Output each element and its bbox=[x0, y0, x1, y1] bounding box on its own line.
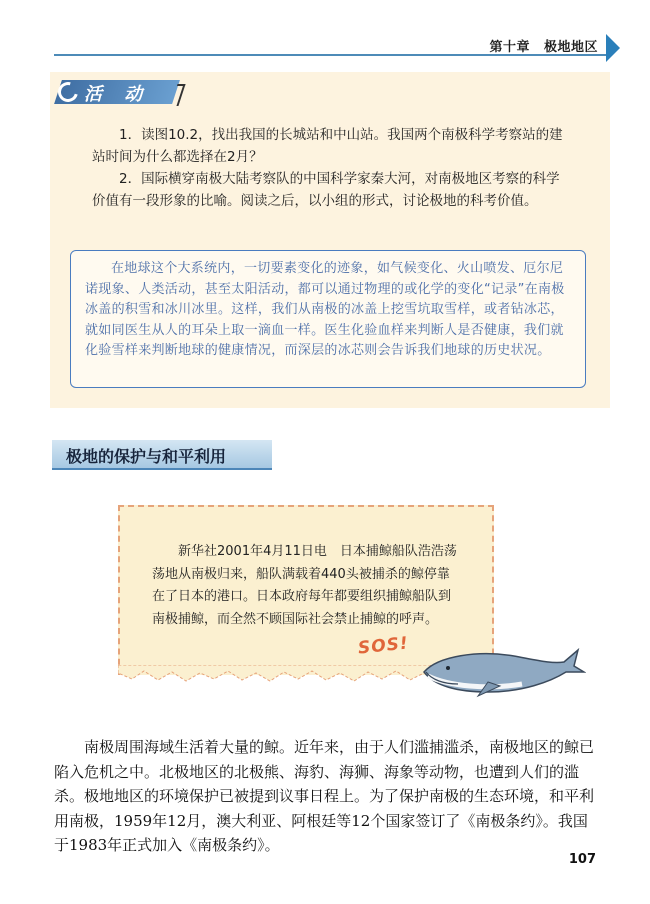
chapter-label: 第十章 bbox=[489, 40, 530, 55]
news-text-block bbox=[152, 541, 462, 631]
header-text bbox=[475, 36, 598, 55]
quote-box bbox=[70, 250, 586, 388]
sos-mark: SOS! bbox=[357, 633, 410, 659]
news-text: 新华社2001年4月11日电 日本捕鲸船队浩浩荡荡地从南极归来，船队满载着440头被捕杀的鲸停靠在了日本的港口。日本政府每年都要组织捕鲸船队到南极捕鲸，而全然不顾国际社会禁止捕鲸的呼声。 bbox=[152, 544, 457, 627]
body-paragraph: 南极周围海域生活着大量的鲸。近年来，由于人们滥捕滥杀，南极地区的鲸已陷入危机之中。北极地区的北极熊、海豹、海狮、海象等动物，也遭到人们的滥杀。极地地区的环境保护已被提到议事日程上。为了保护南极的生态环境，和平利用南极，1959年12月，澳大利亚、阿根廷等12个国家签订了《南极条约》。我国于1983年正式加入《南极条约》。 bbox=[54, 738, 595, 854]
quote-text: 在地球这个大系统内，一切要素变化的迹象，如气候变化、火山喷发、厄尔尼诺现象、人类活动，甚至太阳活动，都可以通过物理的或化学的变化“记录”在南极冰盖的积雪和冰川冰里。这样，我们从南极的冰盖上挖雪坑取雪样，或者钻冰芯，就如同医生从人的耳朵上取一滴血一样。医生化验血样来判断人是否健康，我们就化验雪样来判断地球的健康情况，而深层的冰芯则会告诉我们地球的历史状况。 bbox=[85, 261, 565, 358]
activity-box bbox=[50, 72, 610, 408]
section-label: 极地地区 bbox=[543, 40, 598, 55]
activity-items bbox=[92, 124, 570, 212]
running-header bbox=[0, 32, 650, 62]
activity-tab bbox=[50, 76, 174, 106]
activity-item-2: 2．国际横穿南极大陆考察队的中国科学家秦大河，对南极地区考察的科学价值有一段形象的比喻。阅读之后，以小组的形式，讨论极地的科考价值。 bbox=[92, 171, 560, 209]
activity-title: 活 动 bbox=[84, 84, 151, 105]
body-text-block bbox=[54, 735, 600, 858]
page-number: 107 bbox=[568, 852, 596, 867]
section-heading bbox=[52, 440, 272, 470]
whale-icon bbox=[418, 642, 586, 698]
activity-item-1: 1．读图10.2，找出我国的长城站和中山站。我国两个南极科学考察站的建站时间为什么都选择在2月？ bbox=[92, 127, 563, 165]
header-arrow-icon bbox=[606, 34, 620, 62]
section-heading-text: 极地的保护与和平利用 bbox=[66, 447, 227, 466]
